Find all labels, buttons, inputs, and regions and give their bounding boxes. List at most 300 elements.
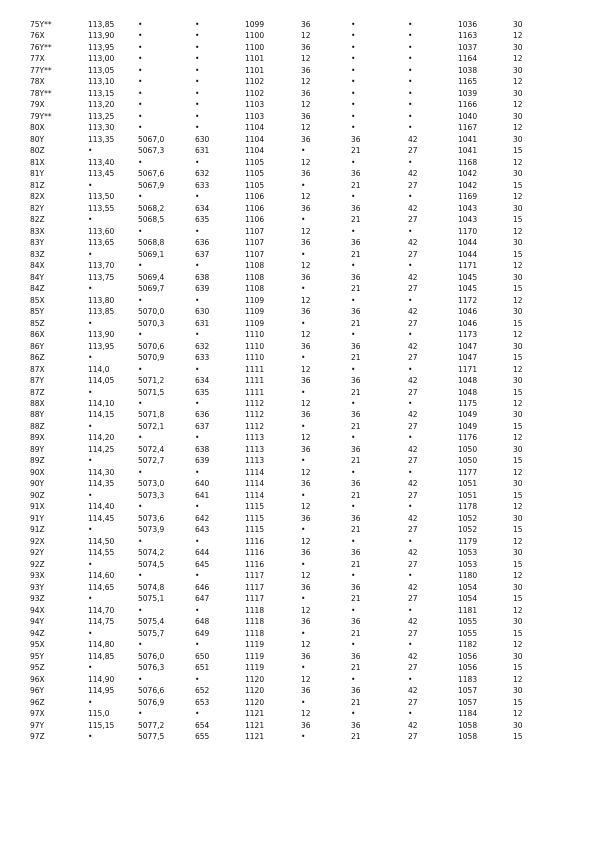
reply-frequency-cell: 1055 bbox=[458, 617, 478, 627]
reply-spacing-cell: 15 bbox=[513, 456, 523, 466]
mls-channel-cell: 631 bbox=[195, 318, 210, 328]
mls-frequency-cell: • bbox=[138, 502, 143, 512]
interrogation-spacing-cell: 12 bbox=[301, 123, 311, 133]
reply-spacing-cell: 30 bbox=[513, 376, 523, 386]
interrogation-p-dme-cell: • bbox=[351, 42, 356, 52]
interrogation-p-dme-2-cell: • bbox=[408, 157, 413, 167]
interrogation-p-dme-cell: 21 bbox=[351, 628, 361, 638]
mls-frequency-cell: • bbox=[138, 398, 143, 408]
interrogation-p-dme-cell: 36 bbox=[351, 341, 361, 351]
interrogation-p-dme-cell: 21 bbox=[351, 490, 361, 500]
mls-channel-cell: 653 bbox=[195, 697, 210, 707]
mls-channel-cell: • bbox=[195, 88, 200, 98]
reply-spacing-cell: 12 bbox=[513, 433, 523, 443]
reply-frequency-cell: 1037 bbox=[458, 42, 478, 52]
mls-channel-cell: • bbox=[195, 111, 200, 121]
reply-frequency-cell: 1164 bbox=[458, 54, 478, 64]
reply-spacing-cell: 30 bbox=[513, 238, 523, 248]
interrogation-frequency-cell: 1109 bbox=[245, 295, 265, 305]
mls-channel-cell: • bbox=[195, 20, 200, 29]
table-row bbox=[30, 145, 530, 156]
interrogation-frequency-cell: 1105 bbox=[245, 157, 265, 167]
mls-frequency-cell: • bbox=[138, 674, 143, 684]
interrogation-frequency-cell: 1114 bbox=[245, 467, 265, 477]
reply-frequency-cell: 1052 bbox=[458, 525, 478, 535]
frequency-mhz-cell: • bbox=[88, 249, 93, 259]
mls-channel-cell: • bbox=[195, 226, 200, 236]
mls-channel-cell: • bbox=[195, 640, 200, 650]
interrogation-frequency-cell: 1102 bbox=[245, 77, 265, 87]
mls-frequency-cell: 5075,7 bbox=[138, 628, 165, 638]
interrogation-p-dme-cell: • bbox=[351, 77, 356, 87]
mls-frequency-cell: 5071,8 bbox=[138, 410, 165, 420]
mls-channel-cell: 633 bbox=[195, 180, 210, 190]
interrogation-spacing-cell: 12 bbox=[301, 226, 311, 236]
interrogation-frequency-cell: 1106 bbox=[245, 215, 265, 225]
interrogation-frequency-cell: 1113 bbox=[245, 444, 265, 454]
interrogation-spacing-cell: • bbox=[301, 525, 306, 535]
reply-frequency-cell: 1050 bbox=[458, 444, 478, 454]
channel-cell: 97X bbox=[30, 709, 45, 719]
interrogation-frequency-cell: 1107 bbox=[245, 226, 265, 236]
table-row bbox=[30, 501, 530, 512]
frequency-mhz-cell: 113,15 bbox=[88, 88, 115, 98]
frequency-mhz-cell: • bbox=[88, 663, 93, 673]
reply-spacing-cell: 30 bbox=[513, 582, 523, 592]
mls-frequency-cell: • bbox=[138, 111, 143, 121]
mls-channel-cell: • bbox=[195, 605, 200, 615]
frequency-mhz-cell: 114,65 bbox=[88, 582, 115, 592]
table-row bbox=[30, 134, 530, 145]
mls-channel-cell: 633 bbox=[195, 353, 210, 363]
mls-frequency-cell: • bbox=[138, 571, 143, 581]
reply-spacing-cell: 30 bbox=[513, 42, 523, 52]
interrogation-spacing-cell: 36 bbox=[301, 272, 311, 282]
table-row bbox=[30, 639, 530, 650]
reply-spacing-cell: 30 bbox=[513, 134, 523, 144]
frequency-mhz-cell: 113,20 bbox=[88, 100, 115, 110]
interrogation-p-dme-2-cell: 42 bbox=[408, 341, 418, 351]
table-row bbox=[30, 467, 530, 478]
interrogation-spacing-cell: 36 bbox=[301, 65, 311, 75]
interrogation-frequency-cell: 1109 bbox=[245, 307, 265, 317]
mls-channel-cell: • bbox=[195, 31, 200, 41]
table-row bbox=[30, 409, 530, 420]
interrogation-spacing-cell: • bbox=[301, 663, 306, 673]
interrogation-p-dme-2-cell: • bbox=[408, 605, 413, 615]
reply-spacing-cell: 30 bbox=[513, 169, 523, 179]
interrogation-frequency-cell: 1120 bbox=[245, 674, 265, 684]
interrogation-p-dme-2-cell: • bbox=[408, 111, 413, 121]
mls-channel-cell: 642 bbox=[195, 513, 210, 523]
interrogation-p-dme-2-cell: • bbox=[408, 433, 413, 443]
channel-cell: 97Z bbox=[30, 732, 45, 742]
interrogation-p-dme-2-cell: • bbox=[408, 330, 413, 340]
reply-spacing-cell: 30 bbox=[513, 20, 523, 29]
interrogation-frequency-cell: 1119 bbox=[245, 663, 265, 673]
interrogation-spacing-cell: 12 bbox=[301, 364, 311, 374]
interrogation-spacing-cell: 12 bbox=[301, 31, 311, 41]
channel-cell: 94Z bbox=[30, 628, 45, 638]
interrogation-frequency-cell: 1104 bbox=[245, 134, 265, 144]
mls-channel-cell: • bbox=[195, 467, 200, 477]
frequency-mhz-cell: 113,25 bbox=[88, 111, 115, 121]
reply-frequency-cell: 1045 bbox=[458, 272, 478, 282]
frequency-mhz-cell: 113,60 bbox=[88, 226, 115, 236]
reply-spacing-cell: 12 bbox=[513, 261, 523, 271]
interrogation-p-dme-cell: 21 bbox=[351, 215, 361, 225]
reply-spacing-cell: 12 bbox=[513, 100, 523, 110]
interrogation-p-dme-2-cell: 27 bbox=[408, 180, 418, 190]
interrogation-spacing-cell: 12 bbox=[301, 571, 311, 581]
interrogation-p-dme-2-cell: • bbox=[408, 640, 413, 650]
channel-cell: 87Z bbox=[30, 387, 45, 397]
interrogation-spacing-cell: 36 bbox=[301, 238, 311, 248]
interrogation-p-dme-2-cell: 42 bbox=[408, 582, 418, 592]
frequency-mhz-cell: 114,15 bbox=[88, 410, 115, 420]
mls-frequency-cell: • bbox=[138, 709, 143, 719]
interrogation-p-dme-cell: 36 bbox=[351, 444, 361, 454]
reply-spacing-cell: 12 bbox=[513, 123, 523, 133]
interrogation-p-dme-2-cell: • bbox=[408, 709, 413, 719]
reply-frequency-cell: 1169 bbox=[458, 192, 478, 202]
reply-spacing-cell: 12 bbox=[513, 640, 523, 650]
table-row bbox=[30, 432, 530, 443]
interrogation-p-dme-2-cell: • bbox=[408, 502, 413, 512]
interrogation-spacing-cell: • bbox=[301, 697, 306, 707]
reply-frequency-cell: 1172 bbox=[458, 295, 478, 305]
reply-spacing-cell: 30 bbox=[513, 444, 523, 454]
frequency-mhz-cell: • bbox=[88, 697, 93, 707]
reply-spacing-cell: 15 bbox=[513, 180, 523, 190]
channel-cell: 85Y bbox=[30, 307, 45, 317]
mls-frequency-cell: 5075,4 bbox=[138, 617, 165, 627]
table-row bbox=[30, 88, 530, 99]
interrogation-frequency-cell: 1116 bbox=[245, 548, 265, 558]
interrogation-frequency-cell: 1119 bbox=[245, 640, 265, 650]
interrogation-frequency-cell: 1117 bbox=[245, 571, 265, 581]
frequency-mhz-cell: • bbox=[88, 559, 93, 569]
mls-channel-cell: 632 bbox=[195, 169, 210, 179]
reply-frequency-cell: 1049 bbox=[458, 421, 478, 431]
frequency-mhz-cell: 113,95 bbox=[88, 341, 115, 351]
table-row bbox=[30, 65, 530, 76]
frequency-mhz-cell: 113,00 bbox=[88, 54, 115, 64]
reply-spacing-cell: 15 bbox=[513, 318, 523, 328]
frequency-mhz-cell: 114,75 bbox=[88, 617, 115, 627]
table-row bbox=[30, 398, 530, 409]
channel-cell: 91X bbox=[30, 502, 45, 512]
mls-channel-cell: 654 bbox=[195, 720, 210, 730]
mls-channel-cell: • bbox=[195, 54, 200, 64]
interrogation-frequency-cell: 1114 bbox=[245, 490, 265, 500]
interrogation-p-dme-cell: • bbox=[351, 674, 356, 684]
mls-channel-cell: 638 bbox=[195, 444, 210, 454]
channel-cell: 82Z bbox=[30, 215, 45, 225]
mls-channel-cell: • bbox=[195, 261, 200, 271]
mls-channel-cell: 646 bbox=[195, 582, 210, 592]
interrogation-p-dme-2-cell: 42 bbox=[408, 376, 418, 386]
interrogation-p-dme-cell: 36 bbox=[351, 479, 361, 489]
frequency-mhz-cell: 114,30 bbox=[88, 467, 115, 477]
channel-cell: 92Y bbox=[30, 548, 45, 558]
mls-channel-cell: 636 bbox=[195, 238, 210, 248]
interrogation-spacing-cell: • bbox=[301, 732, 306, 742]
mls-frequency-cell: • bbox=[138, 54, 143, 64]
mls-channel-cell: 635 bbox=[195, 387, 210, 397]
table-row bbox=[30, 364, 530, 375]
channel-cell: 94X bbox=[30, 605, 45, 615]
reply-spacing-cell: 15 bbox=[513, 559, 523, 569]
channel-cell: 87Y bbox=[30, 376, 45, 386]
interrogation-frequency-cell: 1116 bbox=[245, 536, 265, 546]
reply-spacing-cell: 30 bbox=[513, 651, 523, 661]
interrogation-frequency-cell: 1117 bbox=[245, 582, 265, 592]
interrogation-p-dme-2-cell: 27 bbox=[408, 387, 418, 397]
channel-cell: 83Z bbox=[30, 249, 45, 259]
reply-frequency-cell: 1170 bbox=[458, 226, 478, 236]
interrogation-frequency-cell: 1101 bbox=[245, 65, 265, 75]
interrogation-spacing-cell: • bbox=[301, 215, 306, 225]
reply-spacing-cell: 30 bbox=[513, 410, 523, 420]
reply-spacing-cell: 30 bbox=[513, 617, 523, 627]
reply-spacing-cell: 30 bbox=[513, 65, 523, 75]
frequency-mhz-cell: 113,55 bbox=[88, 203, 115, 213]
mls-channel-cell: 645 bbox=[195, 559, 210, 569]
interrogation-spacing-cell: 12 bbox=[301, 295, 311, 305]
interrogation-frequency-cell: 1121 bbox=[245, 732, 265, 742]
channel-cell: 84Y bbox=[30, 272, 45, 282]
interrogation-spacing-cell: 12 bbox=[301, 192, 311, 202]
interrogation-p-dme-cell: • bbox=[351, 20, 356, 29]
channel-cell: 93X bbox=[30, 571, 45, 581]
interrogation-p-dme-2-cell: 27 bbox=[408, 353, 418, 363]
reply-frequency-cell: 1168 bbox=[458, 157, 478, 167]
channel-cell: 94Y bbox=[30, 617, 45, 627]
interrogation-p-dme-cell: • bbox=[351, 100, 356, 110]
reply-spacing-cell: 12 bbox=[513, 31, 523, 41]
mls-channel-cell: • bbox=[195, 571, 200, 581]
reply-spacing-cell: 12 bbox=[513, 536, 523, 546]
interrogation-p-dme-cell: 21 bbox=[351, 318, 361, 328]
frequency-mhz-cell: 114,85 bbox=[88, 651, 115, 661]
mls-channel-cell: • bbox=[195, 364, 200, 374]
interrogation-frequency-cell: 1105 bbox=[245, 169, 265, 179]
interrogation-p-dme-cell: • bbox=[351, 88, 356, 98]
interrogation-p-dme-cell: 36 bbox=[351, 134, 361, 144]
interrogation-spacing-cell: • bbox=[301, 421, 306, 431]
mls-channel-cell: 639 bbox=[195, 456, 210, 466]
reply-spacing-cell: 12 bbox=[513, 502, 523, 512]
channel-cell: 86Y bbox=[30, 341, 45, 351]
channel-cell: 91Z bbox=[30, 525, 45, 535]
reply-frequency-cell: 1183 bbox=[458, 674, 478, 684]
interrogation-spacing-cell: 12 bbox=[301, 502, 311, 512]
mls-frequency-cell: • bbox=[138, 433, 143, 443]
interrogation-p-dme-cell: 21 bbox=[351, 421, 361, 431]
interrogation-frequency-cell: 1120 bbox=[245, 686, 265, 696]
reply-spacing-cell: 30 bbox=[513, 203, 523, 213]
interrogation-p-dme-cell: 21 bbox=[351, 146, 361, 156]
interrogation-spacing-cell: • bbox=[301, 490, 306, 500]
mls-frequency-cell: 5069,1 bbox=[138, 249, 165, 259]
interrogation-p-dme-2-cell: • bbox=[408, 88, 413, 98]
frequency-mhz-cell: 114,90 bbox=[88, 674, 115, 684]
interrogation-p-dme-2-cell: 42 bbox=[408, 272, 418, 282]
reply-frequency-cell: 1178 bbox=[458, 502, 478, 512]
mls-channel-cell: • bbox=[195, 674, 200, 684]
interrogation-spacing-cell: 36 bbox=[301, 548, 311, 558]
mls-channel-cell: 632 bbox=[195, 341, 210, 351]
mls-frequency-cell: • bbox=[138, 295, 143, 305]
table-row bbox=[30, 628, 530, 639]
mls-channel-cell: • bbox=[195, 433, 200, 443]
frequency-mhz-cell: 113,35 bbox=[88, 134, 115, 144]
channel-cell: 82X bbox=[30, 192, 45, 202]
channel-cell: 82Y bbox=[30, 203, 45, 213]
frequency-mhz-cell: 114,40 bbox=[88, 502, 115, 512]
frequency-mhz-cell: • bbox=[88, 490, 93, 500]
reply-frequency-cell: 1038 bbox=[458, 65, 478, 75]
table-row bbox=[30, 444, 530, 455]
interrogation-p-dme-2-cell: • bbox=[408, 295, 413, 305]
mls-frequency-cell: 5070,0 bbox=[138, 307, 165, 317]
reply-frequency-cell: 1047 bbox=[458, 341, 478, 351]
interrogation-spacing-cell: • bbox=[301, 456, 306, 466]
channel-cell: 77Y** bbox=[30, 65, 52, 75]
interrogation-p-dme-2-cell: • bbox=[408, 42, 413, 52]
reply-frequency-cell: 1177 bbox=[458, 467, 478, 477]
table-row bbox=[30, 272, 530, 283]
table-row bbox=[30, 53, 530, 64]
reply-frequency-cell: 1036 bbox=[458, 20, 478, 29]
frequency-mhz-cell: 114,05 bbox=[88, 376, 115, 386]
interrogation-p-dme-2-cell: • bbox=[408, 65, 413, 75]
interrogation-frequency-cell: 1115 bbox=[245, 513, 265, 523]
reply-spacing-cell: 15 bbox=[513, 284, 523, 294]
interrogation-p-dme-cell: • bbox=[351, 605, 356, 615]
mls-frequency-cell: • bbox=[138, 157, 143, 167]
mls-frequency-cell: • bbox=[138, 88, 143, 98]
reply-frequency-cell: 1166 bbox=[458, 100, 478, 110]
mls-frequency-cell: 5071,2 bbox=[138, 376, 165, 386]
interrogation-spacing-cell: 36 bbox=[301, 582, 311, 592]
table-row bbox=[30, 720, 530, 731]
interrogation-spacing-cell: 36 bbox=[301, 20, 311, 29]
interrogation-spacing-cell: 36 bbox=[301, 444, 311, 454]
frequency-mhz-cell: 113,85 bbox=[88, 20, 115, 29]
channel-cell: 86Z bbox=[30, 353, 45, 363]
interrogation-p-dme-cell: 36 bbox=[351, 582, 361, 592]
interrogation-frequency-cell: 1120 bbox=[245, 697, 265, 707]
mls-frequency-cell: • bbox=[138, 77, 143, 87]
interrogation-frequency-cell: 1113 bbox=[245, 456, 265, 466]
frequency-mhz-cell: 114,95 bbox=[88, 686, 115, 696]
frequency-mhz-cell: 113,65 bbox=[88, 238, 115, 248]
reply-frequency-cell: 1046 bbox=[458, 307, 478, 317]
interrogation-spacing-cell: 36 bbox=[301, 720, 311, 730]
interrogation-p-dme-cell: • bbox=[351, 433, 356, 443]
frequency-mhz-cell: 114,45 bbox=[88, 513, 115, 523]
reply-spacing-cell: 15 bbox=[513, 421, 523, 431]
mls-channel-cell: 636 bbox=[195, 410, 210, 420]
interrogation-p-dme-cell: • bbox=[351, 536, 356, 546]
frequency-mhz-cell: 113,40 bbox=[88, 157, 115, 167]
reply-spacing-cell: 30 bbox=[513, 272, 523, 282]
interrogation-p-dme-2-cell: 27 bbox=[408, 594, 418, 604]
interrogation-frequency-cell: 1115 bbox=[245, 502, 265, 512]
mls-frequency-cell: • bbox=[138, 261, 143, 271]
mls-channel-cell: 643 bbox=[195, 525, 210, 535]
frequency-mhz-cell: 113,05 bbox=[88, 65, 115, 75]
mls-frequency-cell: 5073,3 bbox=[138, 490, 165, 500]
reply-frequency-cell: 1180 bbox=[458, 571, 478, 581]
reply-spacing-cell: 15 bbox=[513, 594, 523, 604]
table-row bbox=[30, 122, 530, 133]
interrogation-p-dme-cell: 36 bbox=[351, 513, 361, 523]
reply-spacing-cell: 15 bbox=[513, 697, 523, 707]
mls-channel-cell: 650 bbox=[195, 651, 210, 661]
interrogation-p-dme-2-cell: 42 bbox=[408, 651, 418, 661]
reply-frequency-cell: 1049 bbox=[458, 410, 478, 420]
frequency-mhz-cell: • bbox=[88, 387, 93, 397]
channel-cell: 79Y** bbox=[30, 111, 52, 121]
mls-channel-cell: • bbox=[195, 65, 200, 75]
interrogation-p-dme-cell: • bbox=[351, 192, 356, 202]
mls-frequency-cell: • bbox=[138, 536, 143, 546]
channel-cell: 84X bbox=[30, 261, 45, 271]
interrogation-p-dme-2-cell: 42 bbox=[408, 548, 418, 558]
reply-spacing-cell: 15 bbox=[513, 215, 523, 225]
interrogation-p-dme-cell: 36 bbox=[351, 376, 361, 386]
interrogation-p-dme-cell: 21 bbox=[351, 594, 361, 604]
interrogation-spacing-cell: • bbox=[301, 628, 306, 638]
mls-frequency-cell: 5069,4 bbox=[138, 272, 165, 282]
interrogation-frequency-cell: 1109 bbox=[245, 318, 265, 328]
interrogation-p-dme-2-cell: 42 bbox=[408, 479, 418, 489]
table-row bbox=[30, 352, 530, 363]
table-row bbox=[30, 662, 530, 673]
table-row bbox=[30, 168, 530, 179]
interrogation-spacing-cell: • bbox=[301, 594, 306, 604]
interrogation-spacing-cell: 12 bbox=[301, 605, 311, 615]
interrogation-frequency-cell: 1114 bbox=[245, 479, 265, 489]
reply-frequency-cell: 1047 bbox=[458, 353, 478, 363]
reply-frequency-cell: 1051 bbox=[458, 479, 478, 489]
reply-frequency-cell: 1184 bbox=[458, 709, 478, 719]
reply-spacing-cell: 12 bbox=[513, 226, 523, 236]
mls-channel-cell: • bbox=[195, 42, 200, 52]
interrogation-frequency-cell: 1118 bbox=[245, 605, 265, 615]
channel-cell: 83Y bbox=[30, 238, 45, 248]
interrogation-frequency-cell: 1112 bbox=[245, 410, 265, 420]
mls-channel-cell: 641 bbox=[195, 490, 210, 500]
channel-cell: 95X bbox=[30, 640, 45, 650]
interrogation-p-dme-cell: • bbox=[351, 111, 356, 121]
interrogation-p-dme-cell: • bbox=[351, 226, 356, 236]
mls-frequency-cell: 5072,1 bbox=[138, 421, 165, 431]
reply-frequency-cell: 1171 bbox=[458, 261, 478, 271]
mls-channel-cell: 640 bbox=[195, 479, 210, 489]
mls-channel-cell: • bbox=[195, 536, 200, 546]
interrogation-spacing-cell: 12 bbox=[301, 77, 311, 87]
mls-frequency-cell: 5077,5 bbox=[138, 732, 165, 742]
frequency-mhz-cell: 115,0 bbox=[88, 709, 110, 719]
interrogation-spacing-cell: 12 bbox=[301, 674, 311, 684]
table-row bbox=[30, 582, 530, 593]
mls-frequency-cell: • bbox=[138, 192, 143, 202]
reply-frequency-cell: 1056 bbox=[458, 651, 478, 661]
